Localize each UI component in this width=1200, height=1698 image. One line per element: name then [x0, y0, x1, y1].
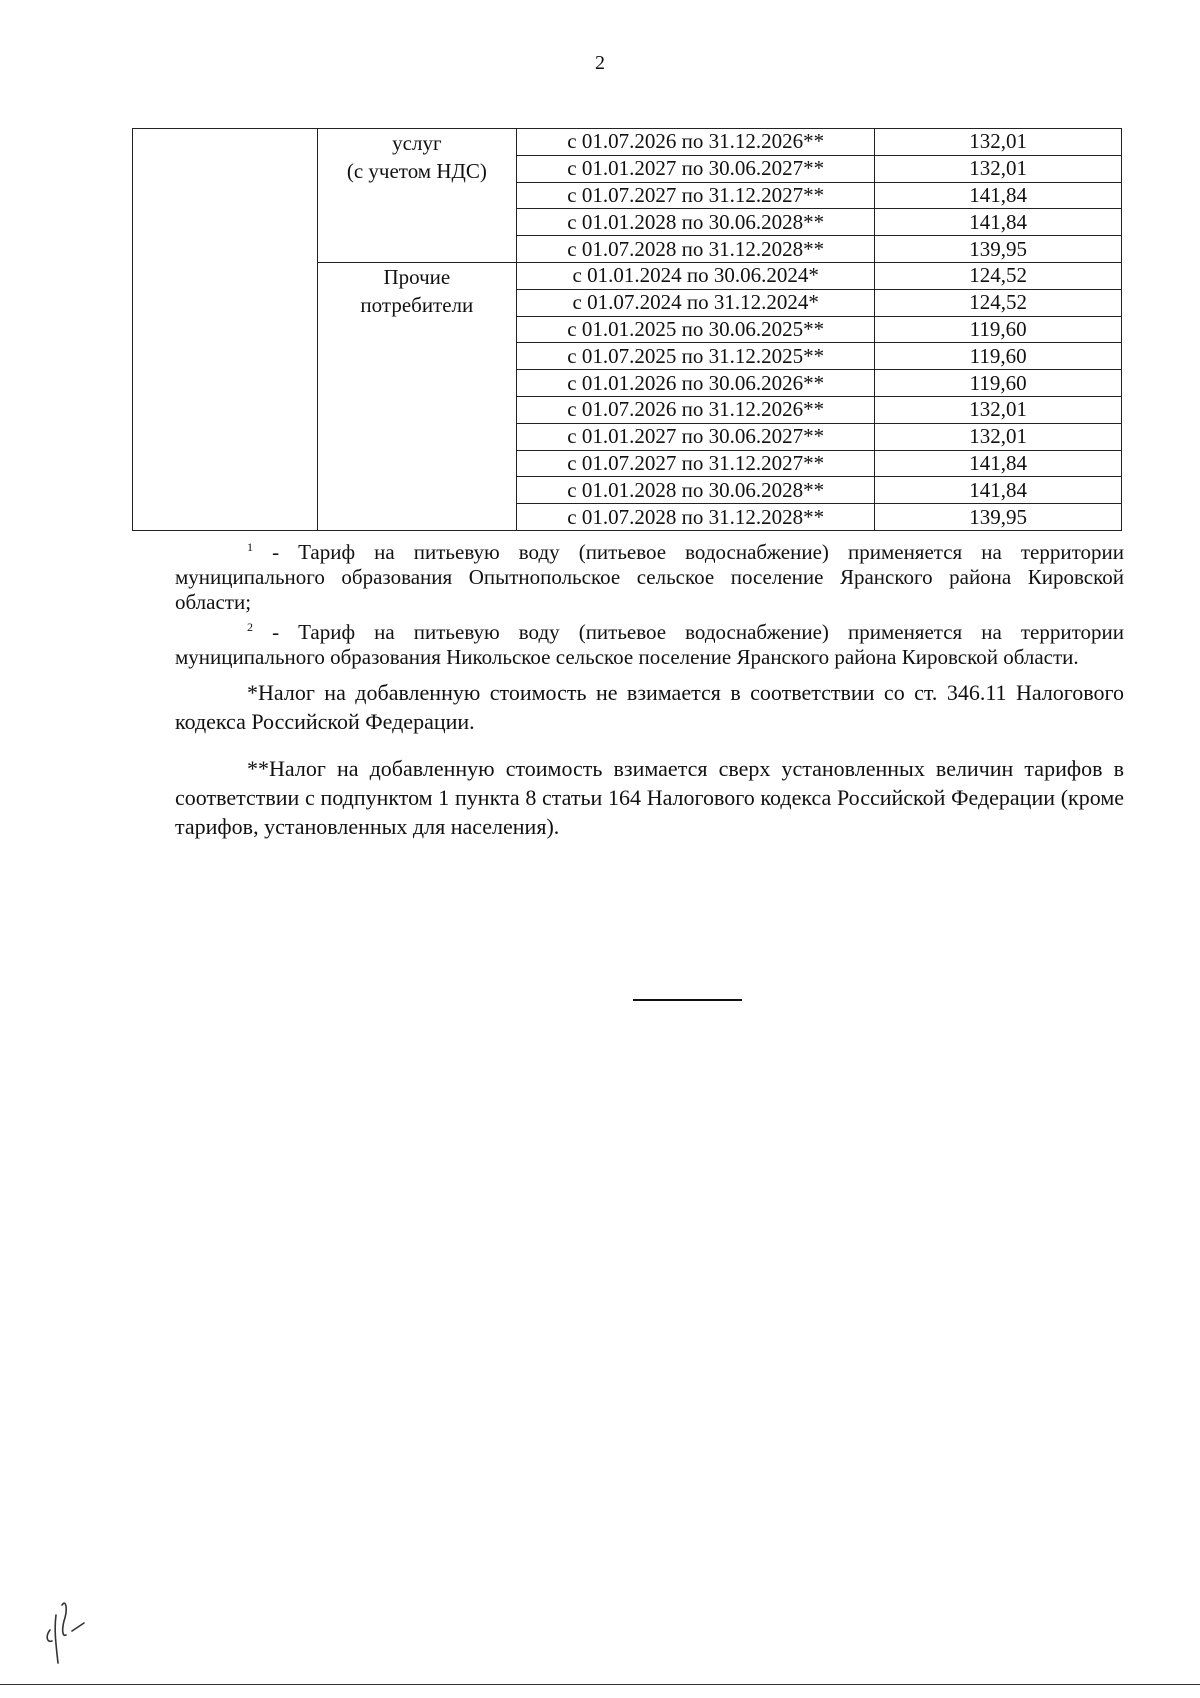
footnote-2-mark: 2 — [247, 620, 253, 634]
consumer-group-label — [317, 129, 516, 263]
table-row — [133, 129, 1122, 156]
tariff-period: с 01.01.2027 по 30.06.2027** — [517, 423, 875, 450]
tariff-period: с 01.01.2028 по 30.06.2028** — [517, 477, 875, 504]
footnotes — [175, 535, 1124, 841]
tariff-value: 141,84 — [875, 209, 1122, 236]
tariff-value: 139,95 — [875, 236, 1122, 263]
tariff-period: с 01.07.2027 по 31.12.2027** — [517, 182, 875, 209]
tariff-period: с 01.01.2025 по 30.06.2025** — [517, 316, 875, 343]
signature-mark — [40, 1585, 110, 1665]
page-number: 2 — [595, 52, 605, 74]
vat-over-note: **Налог на добавленную стоимость взимается сверх установленных величин тарифов в соответствии с подпунктом 1 пункта 8 статьи 164 Налогового кодекса Российской Федерации (кроме тарифов, установленных для населения). — [175, 756, 1124, 839]
tariff-period: с 01.01.2026 по 30.06.2026** — [517, 370, 875, 397]
tariff-value: 132,01 — [875, 129, 1122, 156]
tariff-value: 132,01 — [875, 396, 1122, 423]
tariff-period: с 01.07.2028 по 31.12.2028** — [517, 236, 875, 263]
tariff-period: с 01.01.2027 по 30.06.2027** — [517, 155, 875, 182]
tariff-value: 132,01 — [875, 423, 1122, 450]
consumer-group-label — [317, 262, 516, 530]
tariff-value: 119,60 — [875, 343, 1122, 370]
tariff-value: 139,95 — [875, 504, 1122, 531]
footnote-2 — [175, 615, 1124, 670]
tariff-period: с 01.07.2026 по 31.12.2026** — [517, 396, 875, 423]
tariff-value: 141,84 — [875, 477, 1122, 504]
tariff-period: с 01.07.2025 по 31.12.2025** — [517, 343, 875, 370]
footnote-1-text: - Тариф на питьевую воду (питьевое водоснабжение) применяется на территории муниципального образования Опытнопольское сельское поселение Яранского района Кировской области; — [175, 540, 1124, 614]
tariff-period: с 01.07.2027 по 31.12.2027** — [517, 450, 875, 477]
tariff-table-body — [133, 129, 1122, 531]
tariff-period: с 01.07.2028 по 31.12.2028** — [517, 504, 875, 531]
bottom-border-line — [0, 1684, 1200, 1685]
tariff-period: с 01.01.2028 по 30.06.2028** — [517, 209, 875, 236]
tariff-value: 132,01 — [875, 155, 1122, 182]
tariff-period: с 01.07.2026 по 31.12.2026** — [517, 129, 875, 156]
tariff-value: 141,84 — [875, 182, 1122, 209]
tariff-value: 124,52 — [875, 262, 1122, 289]
tariff-table — [132, 128, 1122, 531]
tariff-period: с 01.07.2024 по 31.12.2024* — [517, 289, 875, 316]
consumer-group-label-line: (с учетом НДС) — [346, 159, 487, 183]
tariff-value: 124,52 — [875, 289, 1122, 316]
tariff-value: 119,60 — [875, 370, 1122, 397]
table-cell-empty — [133, 129, 318, 531]
consumer-group-label-line: потребители — [360, 292, 474, 317]
tariff-value: 141,84 — [875, 450, 1122, 477]
footnote-1 — [175, 535, 1124, 615]
footnote-2-text: - Тариф на питьевую воду (питьевое водоснабжение) применяется на территории муниципального образования Никольское сельское поселение Яранского района Кировской области. — [175, 620, 1124, 669]
vat-exempt-note: *Налог на добавленную стоимость не взимается в соответствии со ст. 346.11 Налогового кодекса Российской Федерации. — [175, 680, 1124, 734]
tariff-period: с 01.01.2024 по 30.06.2024* — [517, 262, 875, 289]
consumer-group-label-line: услуг — [392, 131, 442, 155]
end-of-text-rule — [633, 999, 742, 1001]
consumer-group-label-line: Прочие — [383, 264, 451, 289]
tariff-value: 119,60 — [875, 316, 1122, 343]
footnote-1-mark: 1 — [247, 540, 253, 554]
